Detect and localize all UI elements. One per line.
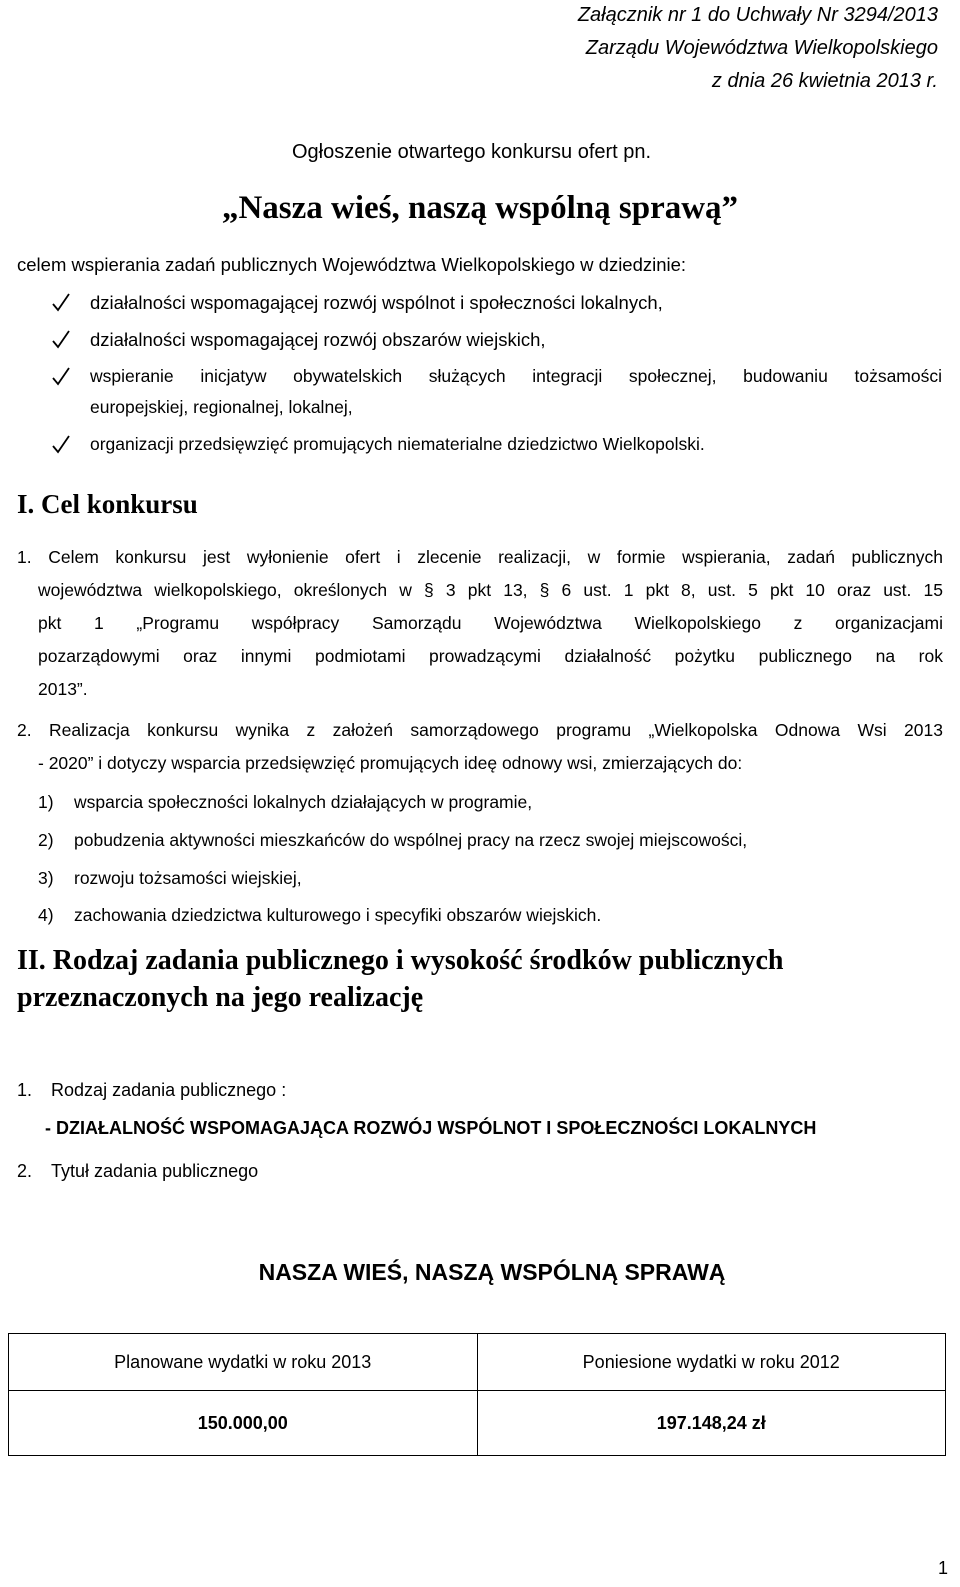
attachment-title: Załącznik nr 1 do Uchwały Nr 3294/2013 [577, 4, 938, 26]
task-type-label: Rodzaj zadania publicznego : [51, 1080, 287, 1100]
list-item-text: wspieranie inicjatyw obywatelskich służących integracji społecznej, budowaniu tożsamości [90, 366, 942, 386]
checkmark-icon [52, 434, 70, 456]
table-cell: 197.148,24 zł [477, 1391, 946, 1456]
page-number: 1 [937, 1558, 948, 1578]
goal-paragraph-2 [17, 714, 943, 780]
table-cell: 150.000,00 [9, 1391, 478, 1456]
list-number: 1. [17, 1080, 33, 1100]
paragraph-line: 1. Celem konkursu jest wyłonienie ofert i zlecenie realizacji, w formie wspierania, zadań publicznych [17, 547, 943, 567]
checkmark-icon [52, 292, 70, 314]
table-header-row [9, 1334, 946, 1391]
table-header-cell: Poniesione wydatki w roku 2012 [477, 1334, 946, 1391]
list-item-text: działalności wspomagającej rozwój wspólnot i społeczności lokalnych, [90, 292, 663, 313]
table-row [9, 1391, 946, 1456]
task-title-item [17, 1161, 258, 1182]
paragraph-line: - 2020” i dotyczy wsparcia przedsięwzięć promujących ideę odnowy wsi, zmierzających do: [38, 753, 743, 773]
list-number: 3) [38, 868, 54, 888]
list-number: 2. [17, 1161, 33, 1181]
list-item-text-continued: europejskiej, regionalnej, lokalnej, [90, 397, 353, 417]
list-item-text: zachowania dziedzictwa kulturowego i specyfiki obszarów wiejskich. [74, 905, 602, 925]
intro-text: celem wspierania zadań publicznych Województwa Wielkopolskiego w dziedzinie: [17, 254, 687, 275]
list-item-text: rozwoju tożsamości wiejskiej, [74, 868, 302, 888]
section-heading-task: II. Rodzaj zadania publicznego i wysokość środków publicznych [17, 945, 784, 976]
main-title: „Nasza wieś, naszą wspólną sprawą” [221, 190, 739, 226]
list-item-text: organizacji przedsięwzięć promujących niematerialne dziedzictwo Wielkopolski. [90, 434, 705, 454]
list-number: 4) [38, 905, 54, 925]
goal-paragraph-1 [17, 541, 943, 706]
announcement-text: Ogłoszenie otwartego konkursu ofert pn. [292, 141, 652, 163]
task-title: NASZA WIEŚ, NASZĄ WSPÓLNĄ SPRAWĄ [258, 1259, 726, 1285]
list-item-text: działalności wspomagającej rozwój obszarów wiejskich, [90, 329, 546, 350]
section-heading-task-continued: przeznaczonych na jego realizację [17, 982, 424, 1013]
board-name: Zarządu Województwa Wielkopolskiego [585, 37, 938, 59]
list-item-text: wsparcia społeczności lokalnych działających w programie, [74, 792, 533, 812]
list-number: 2) [38, 830, 54, 850]
section-heading-goal: I. Cel konkursu [17, 489, 198, 519]
paragraph-line: 2013”. [38, 679, 88, 699]
list-item-text: pobudzenia aktywności mieszkańców do wspólnej pracy na rzecz swojej miejscowości, [74, 830, 748, 850]
list-number: 1) [38, 792, 54, 812]
task-type-item [17, 1080, 286, 1101]
paragraph-line: pkt 1 „Programu współpracy Samorządu Województwa Wielkopolskiego z organizacjami [38, 613, 943, 633]
task-type-value: - DZIAŁALNOŚĆ WSPOMAGAJĄCA ROZWÓJ WSPÓLNOT I SPOŁECZNOŚCI LOKALNYCH [45, 1118, 817, 1138]
task-title-label: Tytuł zadania publicznego [51, 1161, 259, 1181]
budget-table [8, 1333, 946, 1456]
resolution-date: z dnia 26 kwietnia 2013 r. [711, 70, 938, 92]
checkmark-icon [52, 366, 70, 388]
checkmark-icon [52, 329, 70, 351]
paragraph-line: województwa wielkopolskiego, określonych w § 3 pkt 13, § 6 ust. 1 pkt 8, ust. 5 pkt 10 oraz ust. 15 [38, 580, 943, 600]
paragraph-line: 2. Realizacja konkursu wynika z założeń samorządowego programu „Wielkopolska Odnowa Wsi 2013 [17, 720, 943, 740]
paragraph-line: pozarządowymi oraz innymi podmiotami prowadzącymi działalność pożytku publicznego na rok [38, 646, 943, 666]
table-header-cell: Planowane wydatki w roku 2013 [9, 1334, 478, 1391]
